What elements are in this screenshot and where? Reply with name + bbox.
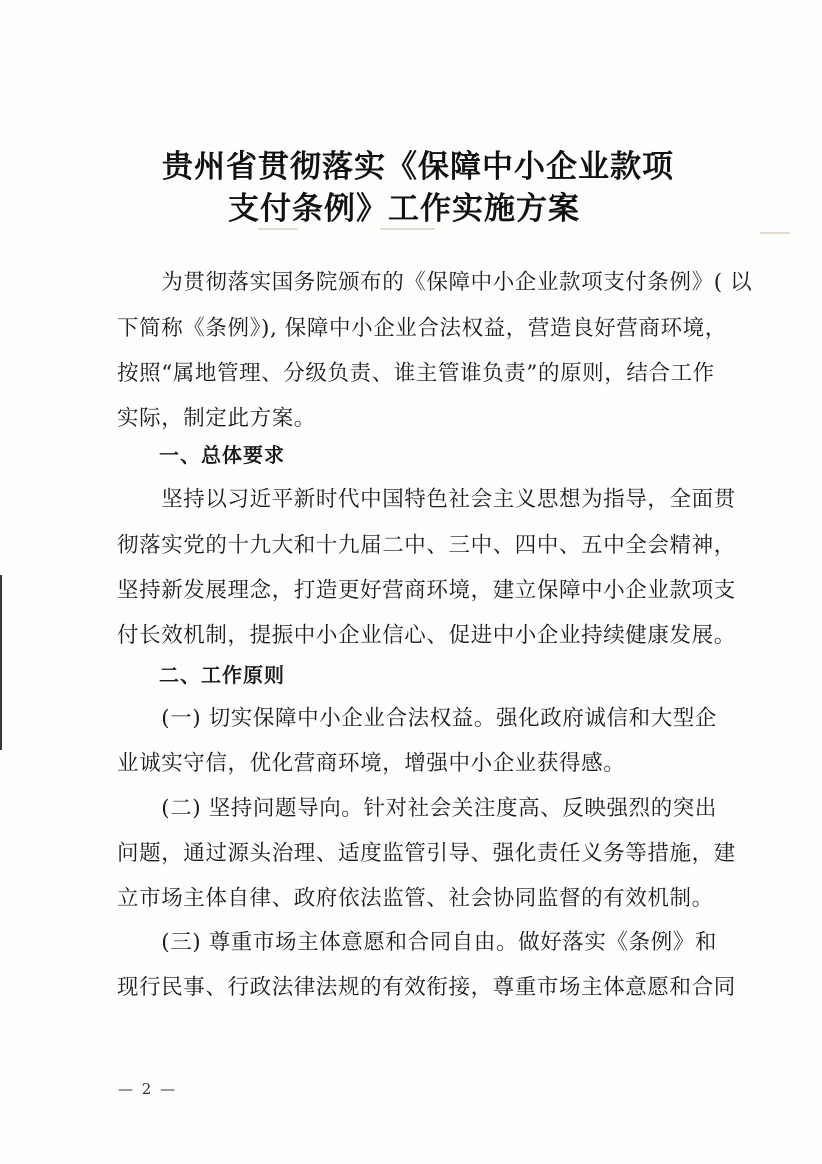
scan-smudge — [760, 232, 790, 234]
body-line-1: 为贯彻落实国务院颁布的《保障中小企业款项支付条例》( 以 — [117, 270, 753, 295]
section-heading-2: 二、工作原则 — [117, 663, 285, 687]
page-number: — 2 — — [118, 1080, 178, 1098]
body-line-17: 现行民事、行政法律法规的有效衔接，尊重市场主体意愿和合同 — [117, 975, 736, 1000]
body-line-8: 坚持新发展理念，打造更好营商环境，建立保障中小企业款项支 — [117, 578, 736, 603]
body-line-6: 坚持以习近平新时代中国特色社会主义思想为指导，全面贯 — [117, 487, 736, 512]
body-line-7: 彻落实党的十九大和十九届二中、三中、四中、五中全会精神， — [117, 533, 736, 558]
body-line-9: 付长效机制，提振中小企业信心、促进中小企业持续健康发展。 — [117, 623, 736, 648]
section-heading-1: 一、总体要求 — [117, 443, 285, 467]
document-title-line-1: 贵州省贯彻落实《保障中小企业款项 — [162, 149, 674, 185]
body-line-14: 问题，通过源头治理、适度监管引导、强化责任义务等措施，建 — [117, 841, 736, 866]
body-line-3: 按照“属地管理、分级负责、谁主管谁负责”的原则，结合工作 — [117, 361, 715, 386]
body-line-15: 立市场主体自律、政府依法监管、社会协同监督的有效机制。 — [117, 886, 714, 911]
body-line-13: (二) 坚持问题导向。针对社会关注度高、反映强烈的突出 — [117, 796, 718, 821]
scan-smudge — [380, 228, 435, 230]
scan-smudge — [258, 228, 298, 230]
scan-edge-mark — [0, 575, 2, 750]
body-line-2: 下简称《条例》), 保障中小企业合法权益，营造良好营商环境， — [117, 316, 727, 341]
body-line-4: 实际，制定此方案。 — [117, 406, 316, 431]
body-line-11: (一) 切实保障中小企业合法权益。强化政府诚信和大型企 — [117, 706, 718, 731]
body-line-16: (三) 尊重市场主体意愿和合同自由。做好落实《条例》和 — [117, 930, 718, 955]
body-line-12: 业诚实守信，优化营商环境，增强中小企业获得感。 — [117, 751, 626, 776]
document-title-line-2: 支付条例》工作实施方案 — [228, 191, 580, 227]
